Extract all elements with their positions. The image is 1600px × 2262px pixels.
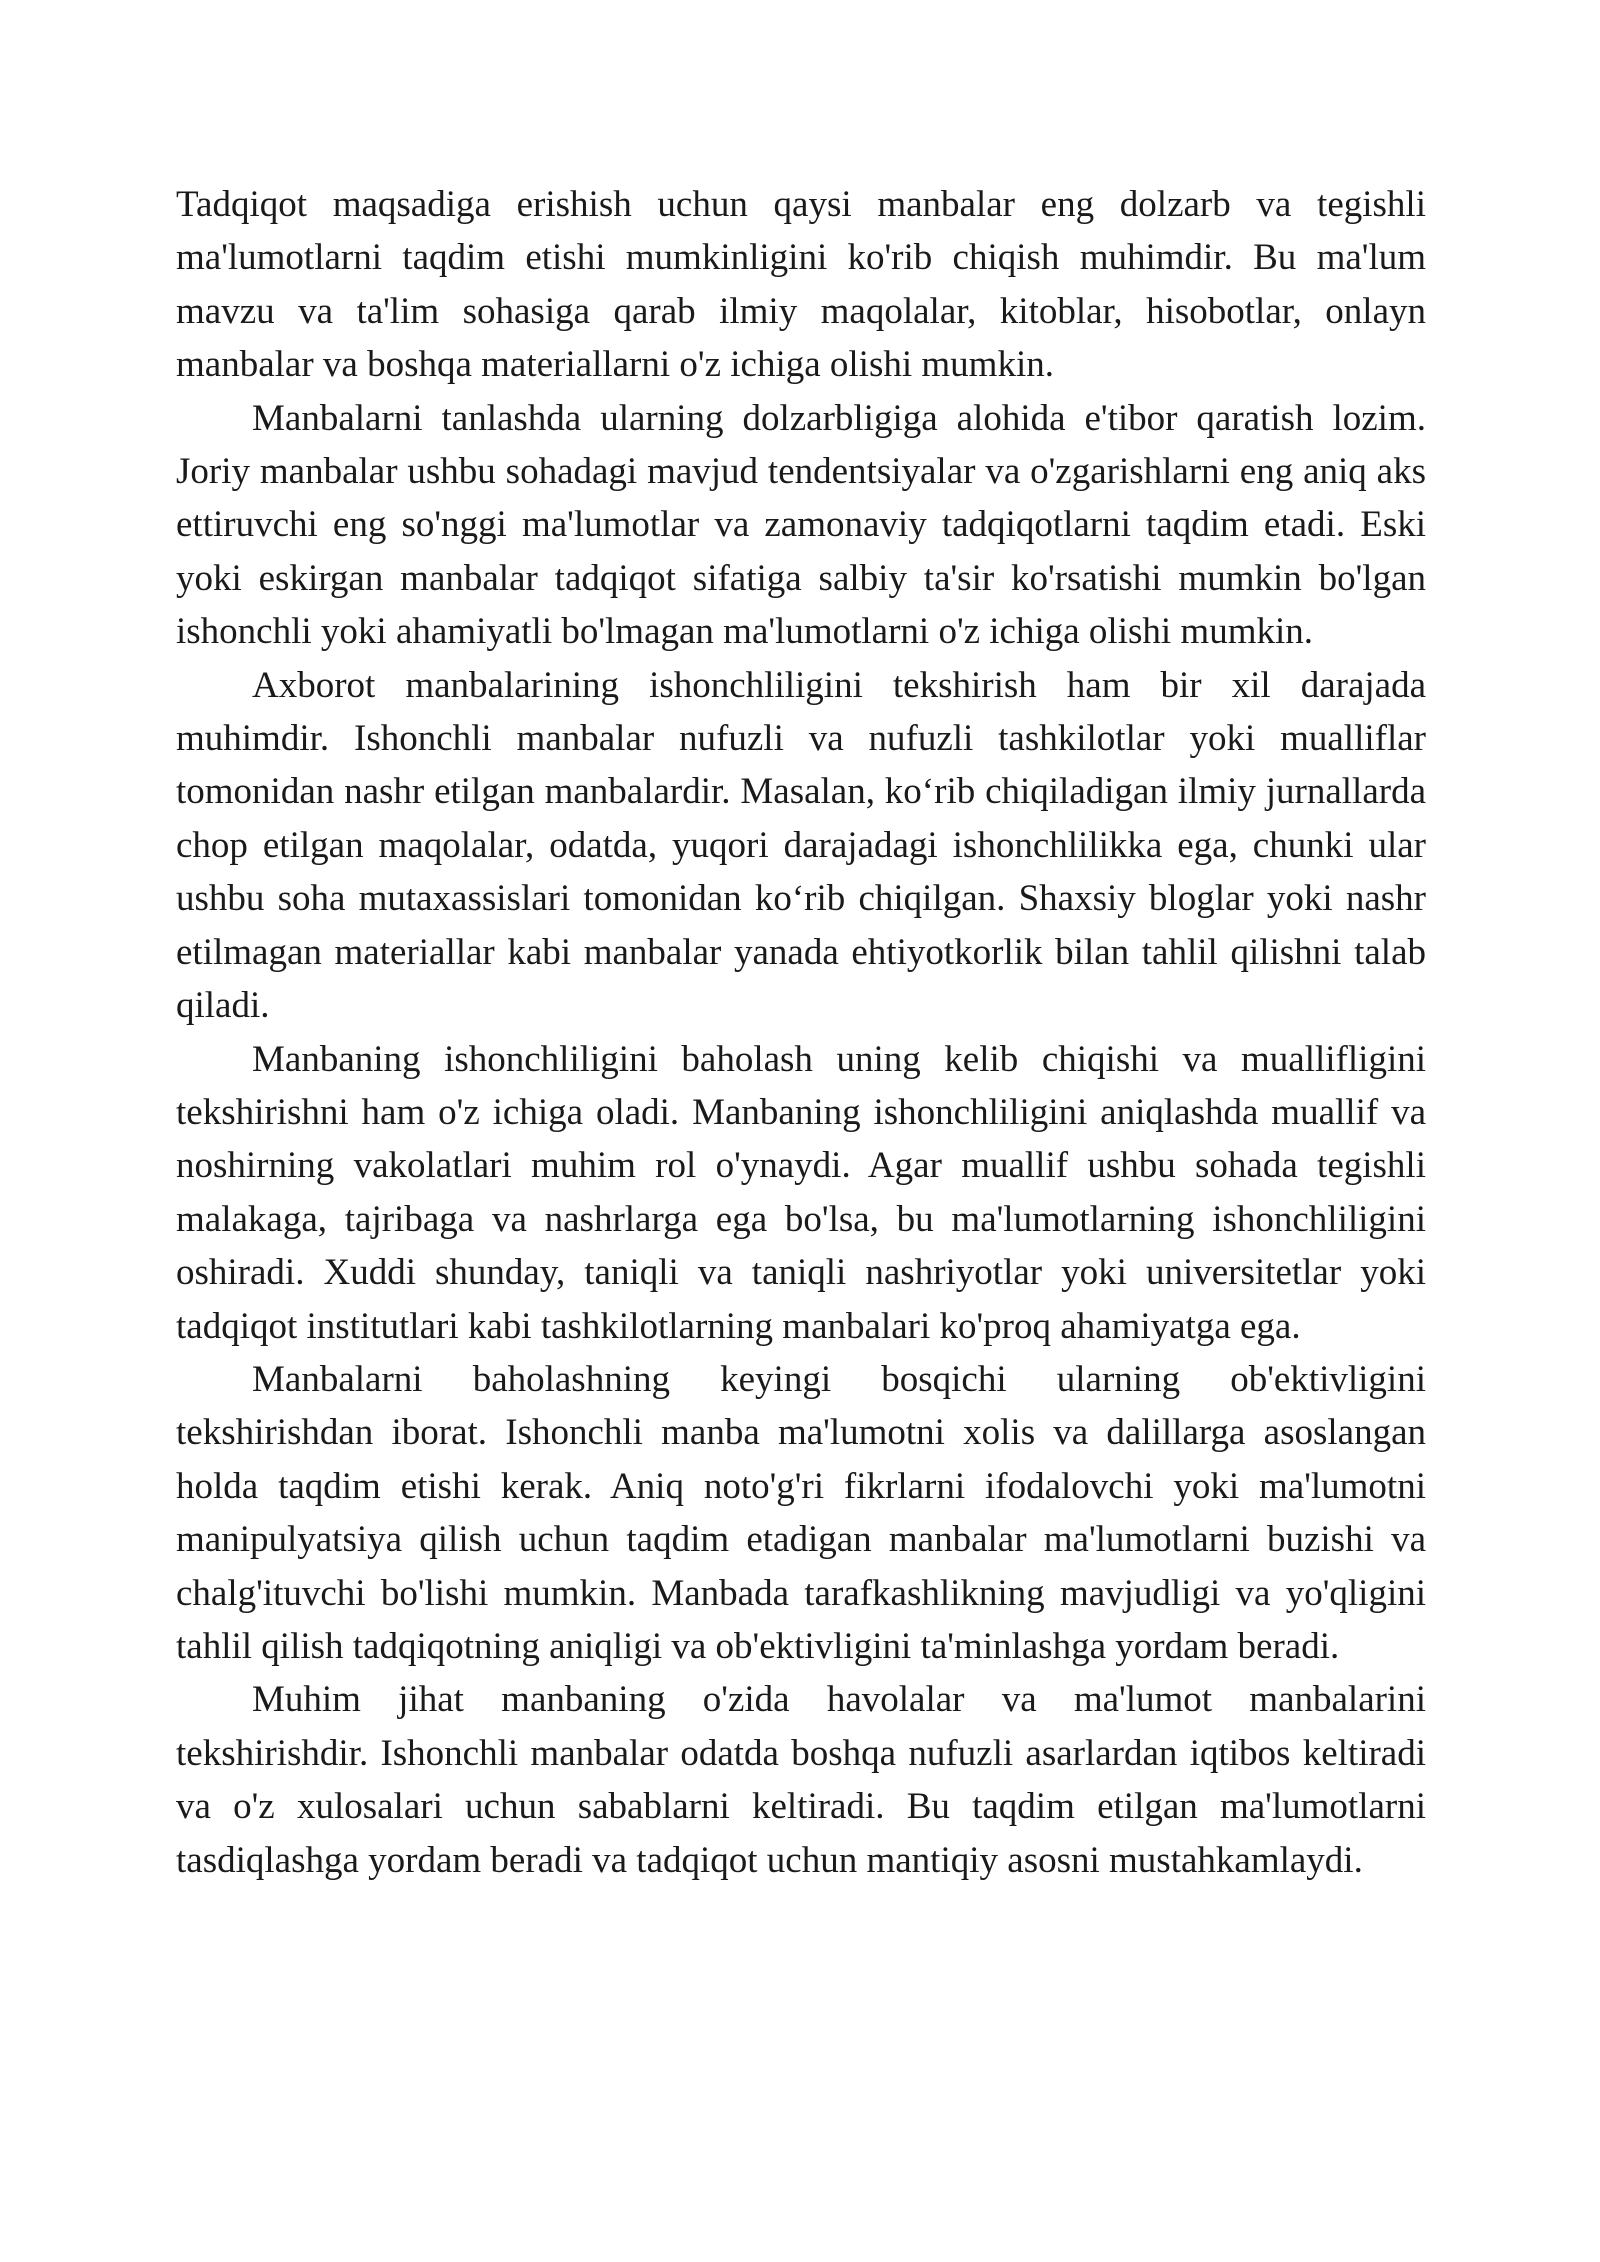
paragraph-2: Manbalarni tanlashda ularning dolzarbligiga alohida e'tibor qaratish lozim. Joriy manbalar ushbu sohadagi mavjud tendentsiyalar va o'zgarishlarni eng aniq aks ettiruvchi eng so'nggi ma'lumotlar va zamonaviy tadqiqotlarni taqdim etadi. Eski yoki eskirgan manbalar tadqiqot sifatiga salbiy ta'sir ko'rsatishi mumkin bo'lgan ishonchli yoki ahamiyatli bo'lmagan ma'lumotlarni o'z ichiga olishi mumkin. xyxy=(176,397,1426,653)
paragraph-4: Manbaning ishonchliligini baholash uning kelib chiqishi va muallifligini tekshirishni ham o'z ichiga oladi. Manbaning ishonchliligini aniqlashda muallif va noshirning vakolatlari muhim rol o'ynaydi. Agar muallif ushbu sohada tegishli malakaga, tajribaga va nashrlarga ega bo'lsa, bu ma'lumotlarning ishonchliligini oshiradi. Xuddi shunday, taniqli va taniqli nashriyotlar yoki universitetlar yoki tadqiqot institutlari kabi tashkilotlarning manbalari ko'proq ahamiyatga ega. xyxy=(176,1038,1426,1347)
paragraph-6: Muhim jihat manbaning o'zida havolalar va ma'lumot manbalarini tekshirishdir. Ishonchli manbalar odatda boshqa nufuzli asarlardan iqtibos keltiradi va o'z xulosalari uchun sabablarni keltiradi. Bu taqdim etilgan ma'lumotlarni tasdiqlashga yordam beradi va tadqiqot uchun mantiqiy asosni mustahkamlaydi. xyxy=(176,1679,1426,1881)
paragraph-5: Manbalarni baholashning keyingi bosqichi ularning ob'ektivligini tekshirishdan iborat. Ishonchli manba ma'lumotni xolis va dalillarga asoslangan holda taqdim etishi kerak. Aniq noto'g'ri fikrlarni ifodalovchi yoki ma'lumotni manipulyatsiya qilish uchun taqdim etadigan manbalar ma'lumotlarni buzishi va chalg'ituvchi bo'lishi mumkin. Manbada tarafkashlikning mavjudligi va yo'qligini tahlil qilish tadqiqotning aniqligi va ob'ektivligini ta'minlashga yordam beradi. xyxy=(176,1358,1426,1667)
paragraph-1: Tadqiqot maqsadiga erishish uchun qaysi manbalar eng dolzarb va tegishli ma'lumotlarni taqdim etishi mumkinligini ko'rib chiqish muhimdir. Bu ma'lum mavzu va ta'lim sohasiga qarab ilmiy maqolalar, kitoblar, hisobotlar, onlayn manbalar va boshqa materiallarni o'z ichiga olishi mumkin. xyxy=(176,184,1426,386)
paragraph-3: Axborot manbalarining ishonchliligini tekshirish ham bir xil darajada muhimdir. Ishonchli manbalar nufuzli va nufuzli tashkilotlar yoki mualliflar tomonidan nashr etilgan manbalardir. Masalan, ko‘rib chiqiladigan ilmiy jurnallarda chop etilgan maqolalar, odatda, yuqori darajadagi ishonchlilikka ega, chunki ular ushbu soha mutaxassislari tomonidan ko‘rib chiqilgan. Shaxsiy bloglar yoki nashr etilmagan materiallar kabi manbalar yanada ehtiyotkorlik bilan tahlil qilishni talab qiladi. xyxy=(176,664,1426,1027)
document-body xyxy=(176,178,1426,1887)
